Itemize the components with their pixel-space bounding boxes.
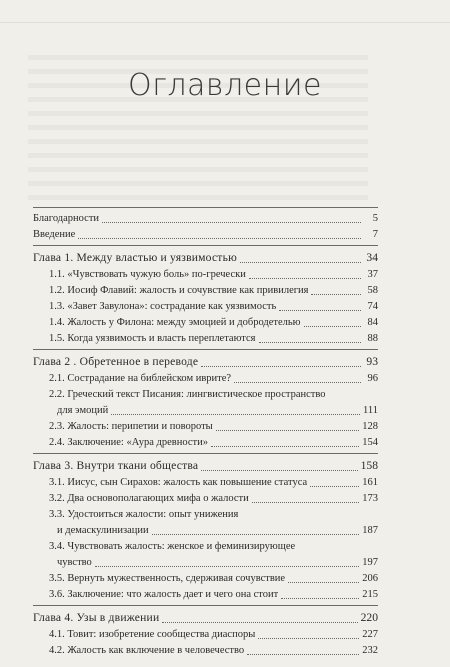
toc-chapter-entry [33,457,378,475]
toc-page-number: 7 [372,229,378,240]
toc-entry [33,491,378,507]
toc-entry-title: 2.1. Сострадание на библейском иврите? [49,373,232,384]
toc-entry-title: чувство [57,557,92,568]
dot-leader [279,309,361,311]
toc-entry-title: 1.1. «Чувствовать чужую боль» по-гречески [49,269,246,280]
dot-leader [240,261,361,263]
section-divider [33,245,378,246]
dot-leader [310,485,359,487]
toc-page-number: 88 [367,333,378,344]
dot-leader [304,325,361,327]
dot-leader [328,398,361,399]
dot-leader [288,581,359,583]
dot-leader [102,221,361,223]
toc-entry [33,507,378,523]
toc-entry-title: Благодарности [33,213,100,224]
toc-page-number: 111 [363,405,378,416]
toc-entry-title: Глава 2 . Обретенное в переводе [33,355,199,368]
dot-leader [216,429,360,431]
toc-chapter-entry [33,609,378,627]
toc-entry [33,627,378,643]
toc-entry [33,555,378,571]
toc-entry-title: 1.4. Жалость у Филона: между эмоцией и добродетелью [49,317,301,328]
toc-page-number: 58 [367,285,378,296]
toc-entry [33,539,378,555]
toc-entry [33,643,378,659]
toc-page-number: 84 [367,317,378,328]
toc-page-number: 173 [362,493,378,504]
section-divider [33,605,378,606]
toc-entry-title: 1.3. «Завет Завулона»: сострадание как уязвимость [49,301,277,312]
toc-entry-title: Глава 4. Узы в движении [33,611,160,624]
toc-entry-title: 2.2. Греческий текст Писания: лингвистическое пространство [49,389,326,400]
toc-entry [33,211,378,227]
toc-entry [33,587,378,603]
toc-page-number: 227 [362,629,378,640]
toc-page-number: 74 [367,301,378,312]
toc-entry-title: 4.2. Жалость как включение в человечество [49,645,245,656]
toc-entry-title: 3.3. Удостоиться жалости: опыт унижения [49,509,239,520]
toc-entry-title: для эмоций [57,405,109,416]
toc-entry [33,371,378,387]
dot-leader [78,237,361,239]
dot-leader [234,381,361,383]
toc-entry [33,571,378,587]
toc-page-number: 93 [366,355,378,368]
toc-entry [33,475,378,491]
toc-entry [33,267,378,283]
toc-page-number: 187 [362,525,378,536]
toc-entry-title: 1.2. Иосиф Флавий: жалость и сочувствие как привилегия [49,285,309,296]
toc-entry-title: 3.5. Вернуть мужественность, сдерживая сочувствие [49,573,286,584]
table-of-contents [33,205,378,659]
toc-chapter-entry [33,249,378,267]
toc-entry [33,523,378,539]
section-divider [33,453,378,454]
toc-page-number: 34 [366,251,378,264]
dot-leader [162,621,357,623]
dot-leader [258,637,359,639]
toc-entry [33,387,378,403]
toc-entry-title: Глава 3. Внутри ткани общества [33,459,199,472]
toc-page-number: 96 [367,373,378,384]
toc-page-number: 232 [362,645,378,656]
toc-entry [33,435,378,451]
dot-leader [311,293,361,295]
toc-entry-title: 3.2. Два основополагающих мифа о жалости [49,493,249,504]
toc-entry-title: 1.5. Когда уязвимость и власть переплетаются [49,333,256,344]
toc-entry [33,419,378,435]
dot-leader [152,533,360,535]
toc-page-number: 37 [367,269,378,280]
toc-entry [33,283,378,299]
toc-chapter-entry [33,353,378,371]
dot-leader [95,565,359,567]
toc-page-number: 215 [362,589,378,600]
toc-entry-title: Глава 1. Между властью и уязвимостью [33,251,237,264]
toc-entry [33,403,378,419]
toc-page-number: 128 [362,421,378,432]
toc-entry-title: и демаскулинизации [57,525,149,536]
toc-entry-title: 3.6. Заключение: что жалость дает и чего она стоит [49,589,279,600]
toc-page-number: 197 [362,557,378,568]
dot-leader [111,413,360,415]
toc-entry [33,315,378,331]
section-divider [33,349,378,350]
toc-entry-title: 4.1. Товит: изобретение сообщества диаспоры [49,629,256,640]
toc-page-number: 154 [362,437,378,448]
toc-entry-title: Введение [33,229,76,240]
dot-leader [252,501,360,503]
toc-entry-title: 2.3. Жалость: перипетии и повороты [49,421,213,432]
dot-leader [259,341,361,343]
dot-leader [201,469,357,471]
dot-leader [241,518,361,519]
toc-page-number: 161 [362,477,378,488]
dot-leader [201,365,361,367]
toc-entry-title: 3.4. Чувствовать жалость: женское и феминизирующее [49,541,296,552]
toc-page-number: 220 [360,611,378,624]
dot-leader [249,277,361,279]
toc-entry [33,227,378,243]
header-rule [0,22,450,23]
toc-entry-title: 2.4. Заключение: «Аура древности» [49,437,209,448]
toc-page-number: 206 [362,573,378,584]
toc-entry-title: 3.1. Иисус, сын Сирахов: жалость как повышение статуса [49,477,308,488]
toc-page-number: 158 [360,459,378,472]
section-divider [33,207,378,208]
page-title: Оглавление [128,68,322,103]
toc-entry [33,299,378,315]
toc-entry [33,331,378,347]
dot-leader [211,445,359,447]
toc-page-number: 5 [372,213,378,224]
dot-leader [247,653,359,655]
dot-leader [281,597,359,599]
dot-leader [298,550,361,551]
